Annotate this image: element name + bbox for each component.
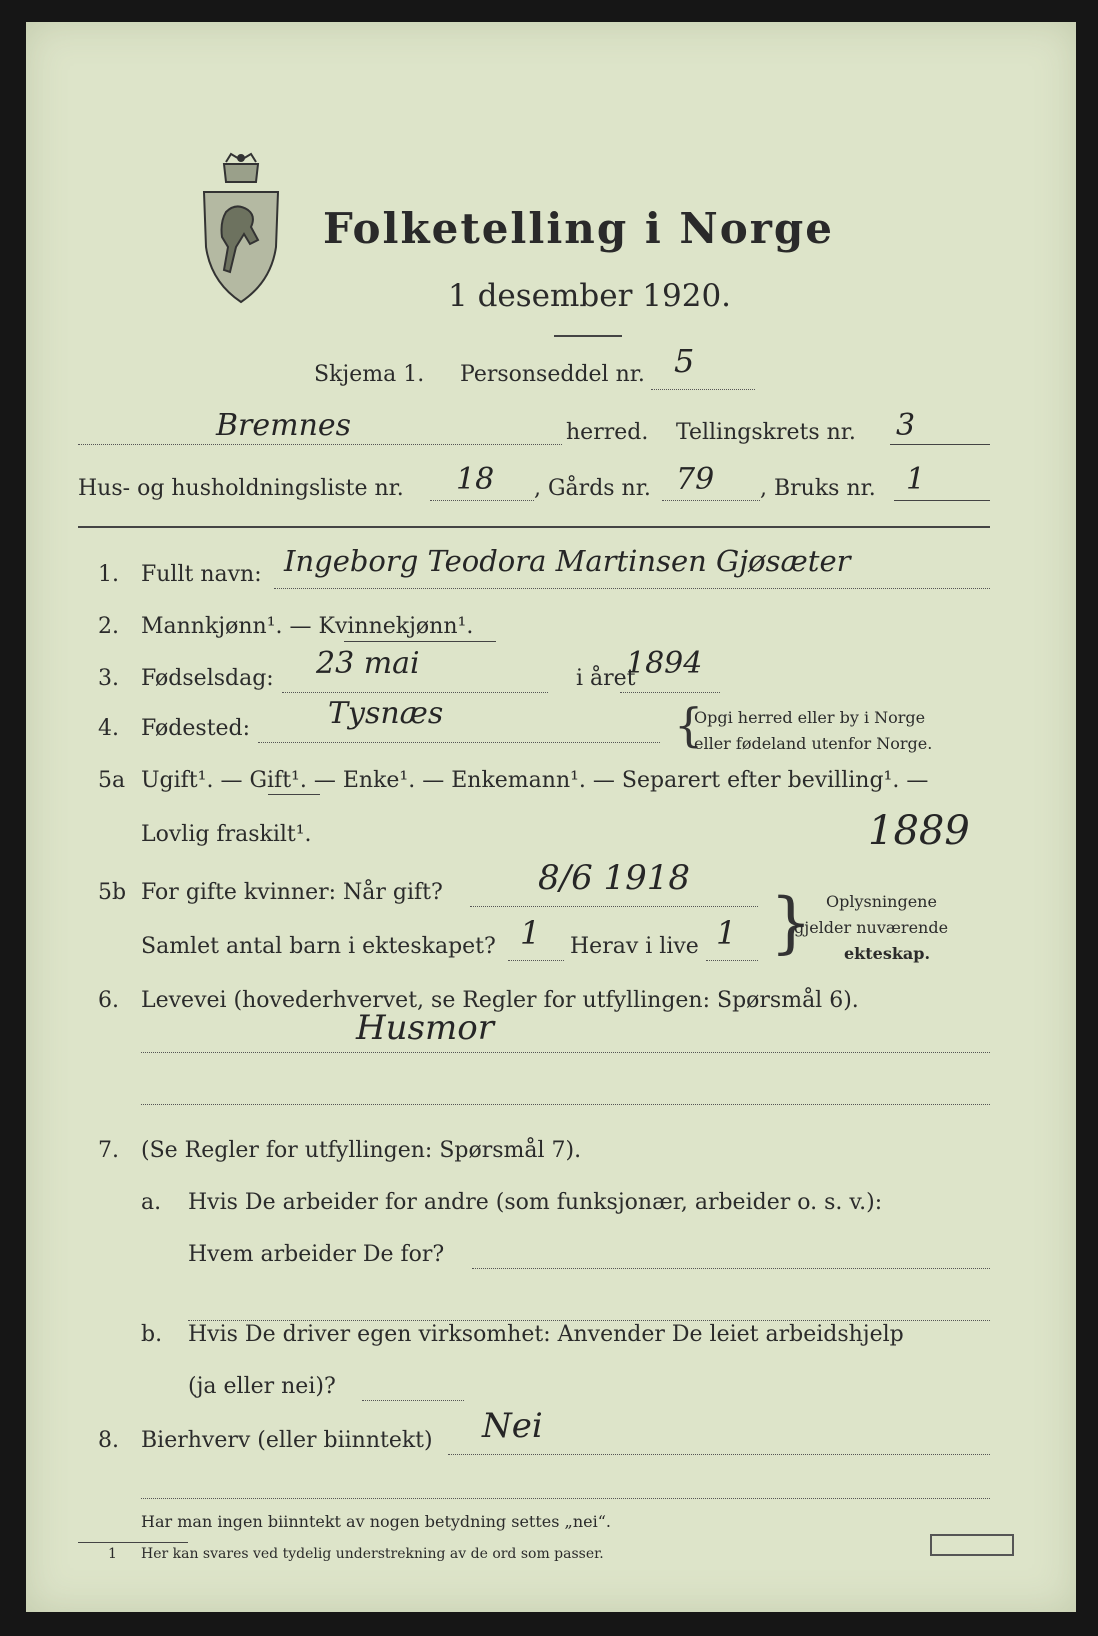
q8-number: 8. <box>98 1428 119 1453</box>
q2-number: 2. <box>98 614 119 639</box>
full-name-value: Ingeborg Teodora Martinsen Gjøsæter <box>284 544 851 578</box>
q7-label: (Se Regler for utfyllingen: Spørsmål 7). <box>141 1138 582 1163</box>
q7b-label-2: (ja eller nei)? <box>188 1374 336 1399</box>
footnote-mark: 1 <box>108 1546 117 1562</box>
bruks-line <box>894 500 990 501</box>
husliste-label: Hus- og husholdningsliste nr. <box>78 476 404 501</box>
children-line <box>508 960 564 961</box>
children-label: Samlet antal barn i ekteskapet? <box>141 934 496 959</box>
q4-number: 4. <box>98 716 119 741</box>
q6-line-1 <box>141 1052 990 1053</box>
bruks-number: 1 <box>906 462 926 497</box>
q7a-line-2 <box>188 1320 990 1321</box>
q3-number: 3. <box>98 666 119 691</box>
q7b-label: Hvis De driver egen virksomhet: Anvender De leiet arbeidshjelp <box>188 1322 904 1347</box>
q7b-letter: b. <box>141 1322 163 1347</box>
q1-number: 1. <box>98 562 119 587</box>
q7a-label-2: Hvem arbeider De for? <box>188 1242 445 1267</box>
q7-number: 7. <box>98 1138 119 1163</box>
q5a-label-2: Lovlig fraskilt¹. <box>141 822 312 847</box>
q4-label: Fødested: <box>141 716 251 741</box>
birthplace-value: Tysnæs <box>328 696 444 731</box>
birthplace-note-2: eller fødeland utenfor Norge. <box>694 734 933 753</box>
marriage-note-2: gjelder nuværende <box>794 918 949 937</box>
q2-label: Mannkjønn¹. — Kvinnekjønn¹. <box>141 614 474 639</box>
alive-label: Herav i live <box>570 934 699 959</box>
marriage-brace: } <box>770 884 812 961</box>
coat-of-arms-icon <box>196 152 286 308</box>
herred-line <box>78 444 562 445</box>
q6-line-2 <box>141 1104 990 1105</box>
children-value: 1 <box>520 914 541 952</box>
q5a-label: Ugift¹. — Gift¹. — Enke¹. — Enkemann¹. — Separert efter bevilling¹. — <box>141 768 929 793</box>
census-date: 1 desember 1920. <box>448 278 732 314</box>
q6-number: 6. <box>98 988 119 1013</box>
footer-note: Har man ingen biinntekt av nogen betydning settes „nei“. <box>141 1512 611 1531</box>
q7a-label: Hvis De arbeider for andre (som funksjonær, arbeider o. s. v.): <box>188 1190 883 1215</box>
footnote-text: Her kan svares ved tydelig understrekning av de ord som passer. <box>141 1546 604 1562</box>
side-income-value: Nei <box>482 1406 543 1446</box>
occupation-value: Husmor <box>356 1008 494 1048</box>
birthplace-note-1: Opgi herred eller by i Norge <box>694 708 926 727</box>
personseddel-line <box>651 389 755 390</box>
q2-underline <box>344 641 496 642</box>
q4-line <box>258 742 660 743</box>
q5b-label: For gifte kvinner: Når gift? <box>141 880 443 905</box>
married-date-value: 8/6 1918 <box>538 858 691 898</box>
q1-line <box>274 588 990 589</box>
alive-line <box>706 960 758 961</box>
tellingskrets-label: Tellingskrets nr. <box>676 420 856 445</box>
tellingskrets-line <box>890 444 990 445</box>
q8-line-2 <box>141 1498 990 1499</box>
personseddel-number: 5 <box>674 342 695 380</box>
q6-label: Levevei (hovederhvervet, se Regler for utfyllingen: Spørsmål 6). <box>141 988 859 1013</box>
q3-label: Fødselsdag: <box>141 666 274 691</box>
gards-label: , Gårds nr. <box>534 476 651 501</box>
personseddel-label: Personseddel nr. <box>460 362 645 387</box>
q3-year-line <box>620 692 720 693</box>
footnote-divider <box>78 1542 188 1543</box>
gards-number: 79 <box>676 462 715 497</box>
birth-year-value: 1894 <box>626 646 703 681</box>
q8-line-1 <box>448 1454 990 1455</box>
header-divider <box>78 526 990 528</box>
census-form <box>26 22 1076 1612</box>
birth-day-value: 23 mai <box>316 646 420 681</box>
margin-note: 1889 <box>868 808 970 854</box>
year-label: i året <box>576 666 636 691</box>
printer-stamp-icon <box>930 1534 1014 1556</box>
alive-value: 1 <box>716 914 737 952</box>
q7b-line <box>362 1400 464 1401</box>
marriage-note-3: ekteskap. <box>844 944 931 963</box>
q3-day-line <box>282 692 548 693</box>
q1-label: Fullt navn: <box>141 562 262 587</box>
q5a-number: 5a <box>98 768 126 793</box>
q5a-gift-underline <box>268 794 320 795</box>
q8-label: Bierhverv (eller biinntekt) <box>141 1428 433 1453</box>
skjema-label: Skjema 1. <box>314 362 425 387</box>
form-title: Folketelling i Norge <box>323 204 835 253</box>
q5b-number: 5b <box>98 880 127 905</box>
herred-value: Bremnes <box>216 408 352 443</box>
gards-line <box>662 500 760 501</box>
q7a-line-1 <box>472 1268 990 1269</box>
bruks-label: , Bruks nr. <box>760 476 876 501</box>
q5b-married-line <box>470 906 758 907</box>
q7a-letter: a. <box>141 1190 162 1215</box>
birthplace-brace: { <box>674 698 704 752</box>
title-divider <box>554 335 622 337</box>
husliste-line <box>430 500 534 501</box>
husliste-number: 18 <box>456 462 495 497</box>
marriage-note-1: Oplysningene <box>826 892 937 911</box>
tellingskrets-number: 3 <box>896 408 916 443</box>
herred-label: herred. <box>566 420 649 445</box>
